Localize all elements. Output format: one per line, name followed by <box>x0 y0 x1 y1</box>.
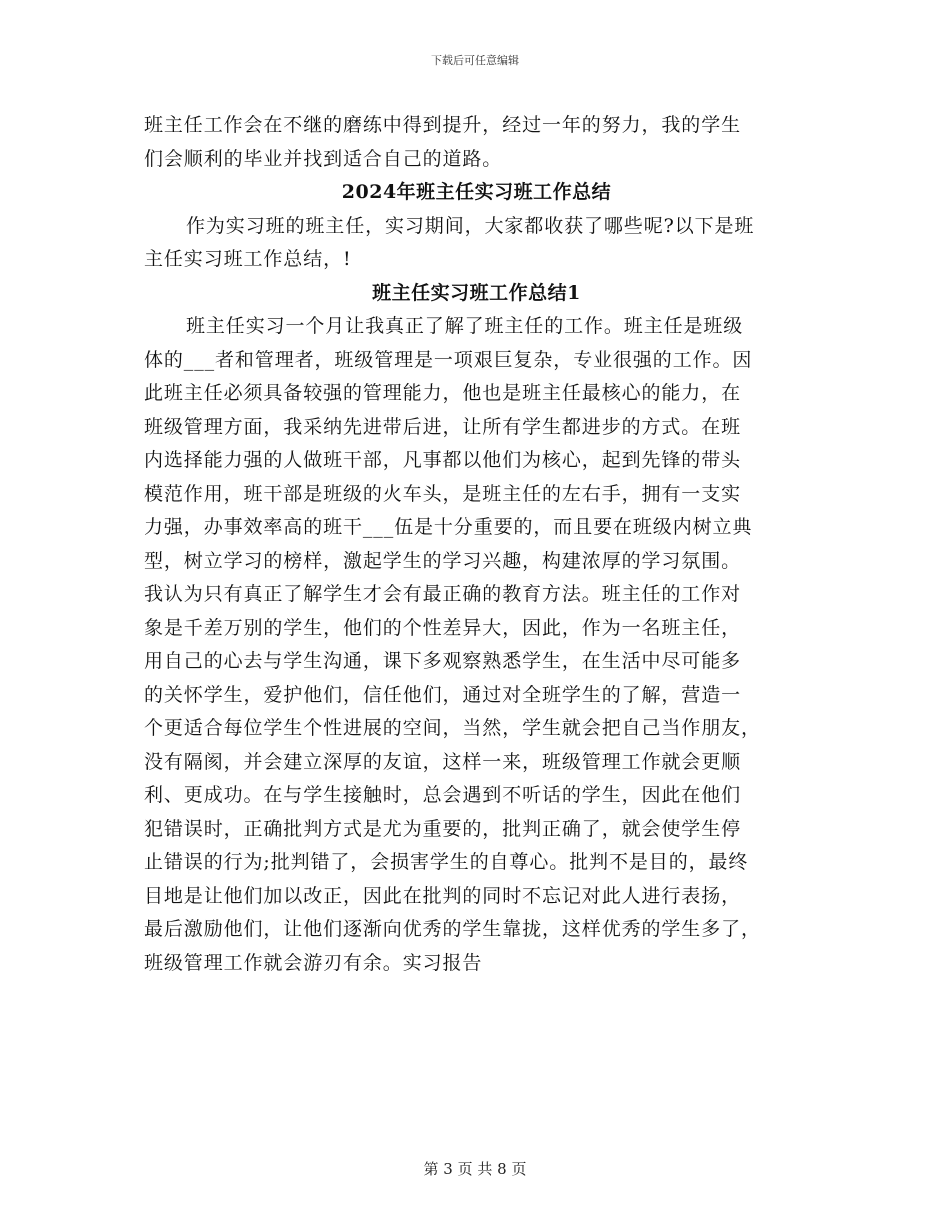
paragraph-line: 内选择能力强的人做班干部，凡事都以他们为核心，起到先锋的带头 <box>144 449 742 471</box>
paragraph-line: 模范作用，班干部是班级的火车头，是班主任的左右手，拥有一支实 <box>144 482 742 505</box>
paragraph-line: 班级管理方面，我采纳先进带后进，让所有学生都进步的方式。在班 <box>144 415 742 438</box>
paragraph-line: 班主任工作会在不继的磨练中得到提升，经过一年的努力，我的学生 <box>144 114 742 136</box>
paragraph-line: 最后激励他们，让他们逐渐向优秀的学生靠拢，这样优秀的学生多了， <box>144 918 761 940</box>
paragraph-line: 象是千差万别的学生，他们的个性差异大，因此，作为一名班主任， <box>144 616 742 639</box>
paragraph-line: 利、更成功。在与学生接触时，总会遇到不听话的学生，因此在他们 <box>144 784 742 806</box>
paragraph-line: 没有隔阂，并会建立深厚的友谊，这样一来，班级管理工作就会更顺 <box>144 750 742 773</box>
document-title: 2024年班主任实习班工作总结 <box>341 181 612 203</box>
paragraph-line: 此班主任必须具备较强的管理能力，他也是班主任最核心的能力，在 <box>144 382 742 404</box>
section-heading: 班主任实习班工作总结1 <box>372 281 581 304</box>
paragraph-line: 用自己的心去与学生沟通，课下多观察熟悉学生，在生活中尽可能多 <box>144 650 742 672</box>
page-header: 下载后可任意编辑 <box>431 54 519 67</box>
paragraph-line: 们会顺利的毕业并找到适合自己的道路。 <box>144 147 503 170</box>
paragraph-line: 班主任实习一个月让我真正了解了班主任的工作。班主任是班级 <box>186 315 744 337</box>
paragraph-line: 型，树立学习的榜样，激起学生的学习兴趣，构建浓厚的学习氛围。 <box>144 549 742 572</box>
paragraph-line: 的关怀学生，爱护他们，信任他们，通过对全班学生的了解，营造一 <box>144 683 742 706</box>
paragraph-line: 止错误的行为;批判错了，会损害学生的自尊心。批判不是目的，最终 <box>144 851 749 873</box>
paragraph-line: 犯错误时，正确批判方式是尤为重要的，批判正确了，就会使学生停 <box>144 817 742 840</box>
paragraph-line: 力强，办事效率高的班干___伍是十分重要的，而且要在班级内树立典 <box>144 516 753 538</box>
paragraph-line: 班级管理工作就会游刃有余。实习报告 <box>144 951 483 974</box>
paragraph-line: 作为实习班的班主任，实习期间，大家都收获了哪些呢?以下是班 <box>186 214 755 237</box>
paragraph-line: 主任实习班工作总结，! <box>144 248 352 270</box>
paragraph-line: 目地是让他们加以改正，因此在批判的同时不忘记对此人进行表扬， <box>144 884 742 907</box>
paragraph-line: 个更适合每位学生个性进展的空间，当然，学生就会把自己当作朋友， <box>144 717 761 739</box>
paragraph-line: 体的___者和管理者，班级管理是一项艰巨复杂，专业很强的工作。因 <box>144 348 753 371</box>
page-number-footer: 第 3 页 共 8 页 <box>423 1160 527 1178</box>
document-body <box>144 109 809 980</box>
paragraph-line: 我认为只有真正了解学生才会有最正确的教育方法。班主任的工作对 <box>144 583 742 605</box>
